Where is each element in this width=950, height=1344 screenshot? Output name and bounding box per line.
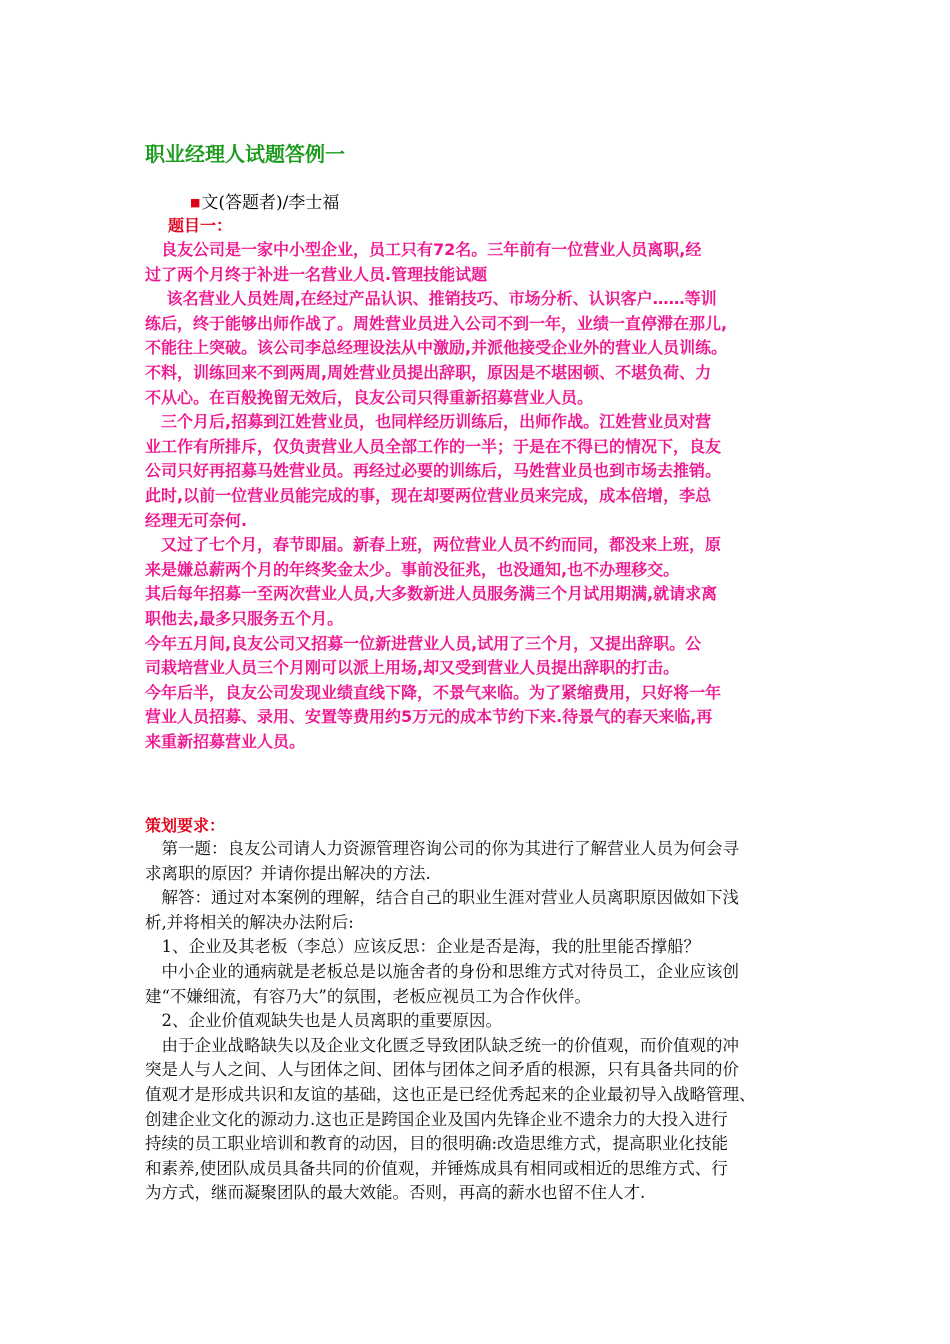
case-line: 过了两个月终于补进一名营业人员.管理技能试题: [145, 264, 488, 284]
answer-line: 和素养,使团队成员具备共同的价值观，并锤炼成具有相同或相近的思维方式、行: [145, 1158, 728, 1178]
answer-line: 第一题：良友公司请人力资源管理咨询公司的你为其进行了解营业人员为何会寻: [145, 839, 739, 858]
case-line: 今年后半，良友公司发现业绩直线下降，不景气来临。为了紧缩费用，只好将一年: [145, 682, 722, 702]
case-line: 其后每年招募一至两次营业人员,大多数新进人员服务满三个月试用期满,就请求离: [145, 584, 718, 604]
answer-body: [145, 837, 817, 1206]
case-line: 职他去,最多只服务五个月。: [145, 608, 344, 628]
answer-line: 析,并将相关的解决办法附后:: [145, 912, 354, 932]
answer-line: 创建企业文化的源动力.这也正是跨国企业及国内先锋企业不遗余力的大投入进行: [145, 1109, 728, 1129]
answer-line: 解答：通过对本案例的理解，结合自己的职业生涯对营业人员离职原因做如下浅: [145, 888, 739, 908]
author-line: [190, 188, 339, 213]
case-line: 不能往上突破。该公司李总经理设法从中激励,并派他接受企业外的营业人员训练。: [145, 338, 728, 358]
case-line: 营业人员招募、录用、安置等费用约5万元的成本节约下来.待景气的春天来临,再: [145, 707, 713, 727]
case-line: 司栽培营业人员三个月刚可以派上用场,却又受到营业人员提出辞职的打击。: [145, 658, 680, 678]
case-line: 来重新招募营业人员。: [145, 731, 306, 751]
case-line: 又过了七个月，春节即届。新春上班，两位营业人员不约而同，都没来上班，原: [145, 535, 722, 555]
case-line: 三个月后,招募到江姓营业员，也同样经历训练后，出师作战。江姓营业员对营: [145, 412, 712, 432]
plan-requirements-label: 策划要求：: [145, 816, 226, 835]
answer-line: 2、企业价值观缺失也是人员离职的重要原因。: [145, 1011, 502, 1031]
answer-line: 中小企业的通病就是老板总是以施舍者的身份和思维方式对待员工，企业应该创: [145, 961, 739, 981]
case-line: 经理无可奈何.: [145, 510, 248, 530]
answer-line: 为方式，继而凝聚团队的最大效能。否则，再高的薪水也留不住人才.: [145, 1183, 646, 1203]
case-line: 今年五月间,良友公司又招募一位新进营业人员,试用了三个月，又提出辞职。公: [145, 633, 702, 653]
answer-line: 值观才是形成共识和友谊的基础，这也正是已经优秀起来的企业最初导入战略管理、: [145, 1084, 756, 1104]
question-label: 题目一：: [168, 216, 233, 235]
case-line: 业工作有所排斥，仅负责营业人员全部工作的一半；于是在不得已的情况下，良友: [145, 436, 722, 456]
answer-line: 求离职的原因？并请你提出解决的方法.: [145, 863, 431, 883]
case-line: 不料，训练回来不到两周,周姓营业员提出辞职，原因是不堪困顿、不堪负荷、力: [145, 362, 712, 382]
case-line: 该名营业人员姓周,在经过产品认识、推销技巧、市场分析、认识客户……等训: [145, 289, 717, 309]
square-bullet-icon: ■: [190, 196, 201, 209]
case-line: 练后，终于能够出师作战了。周姓营业员进入公司不到一年，业绩一直停滞在那儿,: [145, 313, 728, 333]
document-title: 职业经理人试题答例一: [145, 142, 345, 166]
answer-line: 建“不嫌细流，有容乃大”的氛围，老板应视员工为合作伙伴。: [145, 986, 591, 1006]
case-line: 来是嫌总薪两个月的年终奖金太少。事前没征兆，也没通知,也不办理移交。: [145, 559, 680, 579]
author-text: 文(答题者)/李士福: [201, 193, 340, 213]
case-line: 此时,以前一位营业员能完成的事，现在却要两位营业员来完成，成本倍增，李总: [145, 485, 712, 505]
answer-line: 持续的员工职业培训和教育的动因，目的很明确:改造思维方式，提高职业化技能: [145, 1134, 729, 1154]
case-line: 良友公司是一家中小型企业，员工只有72名。三年前有一位营业人员离职,经: [145, 240, 702, 259]
case-line: 公司只好再招募马姓营业员。再经过必要的训练后，马姓营业员也到市场去推销。: [145, 461, 722, 481]
answer-line: 突是人与人之间、人与团体之间、团体与团体之间矛盾的根源，只有具备共同的价: [145, 1060, 739, 1080]
case-description: [145, 238, 817, 754]
answer-line: 由于企业战略缺失以及企业文化匮乏导致团队缺乏统一的价值观，而价值观的冲: [145, 1035, 739, 1055]
answer-line: 1、企业及其老板（李总）应该反思：企业是否是海，我的肚里能否撑船？: [145, 937, 700, 957]
case-line: 不从心。在百般挽留无效后，良友公司只得重新招募营业人员。: [145, 387, 594, 407]
